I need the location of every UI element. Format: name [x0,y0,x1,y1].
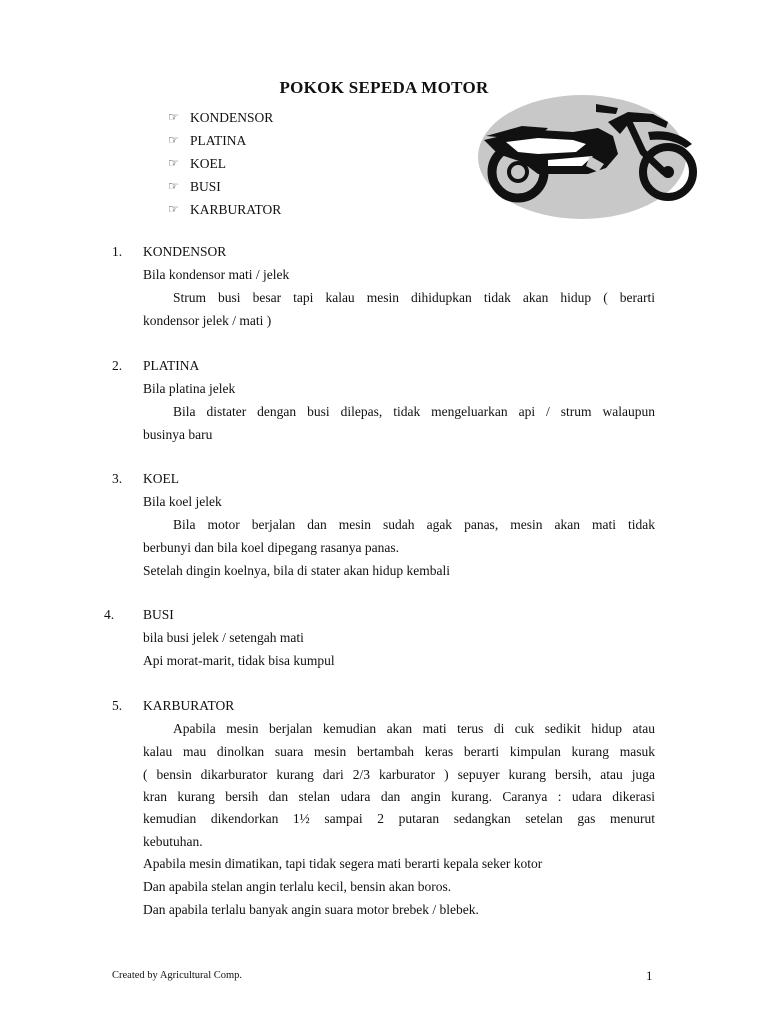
motorcycle-icon [478,92,714,222]
pointing-hand-icon: ☞ [168,179,179,193]
section-heading: KARBURATOR [143,698,235,713]
paragraph-line: Bila motor berjalan dan mesin sudah agak panas, mesin akan mati tidak [173,517,655,532]
paragraph-line: Bila kondensor mati / jelek [143,267,290,282]
paragraph-line: kondensor jelek / mati ) [143,313,272,328]
section-heading: KONDENSOR [143,244,227,259]
paragraph-line: Bila distater dengan busi dilepas, tidak mengeluarkan api / strum walaupun [173,404,655,419]
pointing-hand-icon: ☞ [168,156,179,170]
section-number: 1. [112,244,123,259]
paragraph-line: Bila platina jelek [143,381,236,396]
paragraph-line: kemudian dikendorkan 1½ sampai 2 putaran sedangkan setelan gas menurut [143,811,655,826]
section-heading: PLATINA [143,358,200,373]
topic-list [168,106,281,221]
paragraph-line: ( bensin dikarburator kurang dari 2/3 karburator ) sepuyer kurang bersih, atau juga [143,767,655,782]
section-number: 3. [112,471,123,486]
topic-item: ☞ KOEL [168,152,281,175]
paragraph-line: Dan apabila terlalu banyak angin suara motor brebek / blebek. [143,902,479,917]
paragraph-line: Dan apabila stelan angin terlalu kecil, bensin akan boros. [143,879,452,894]
paragraph-line: businya baru [143,427,213,442]
paragraph-line: Apabila mesin dimatikan, tapi tidak segera mati berarti kepala seker kotor [143,856,543,871]
section-heading: KOEL [143,471,179,486]
topic-item: ☞ KONDENSOR [168,106,281,129]
paragraph-line: kran kurang bersih dan stelan udara dan angin kurang. Caranya : udara dikerasi [143,789,655,804]
page-number: 1 [646,968,653,983]
section-number: 4. [104,607,115,622]
pointing-hand-icon: ☞ [168,133,179,147]
pointing-hand-icon: ☞ [168,110,179,124]
topic-item: ☞ BUSI [168,175,281,198]
pointing-hand-icon: ☞ [168,202,179,216]
paragraph-line: berbunyi dan bila koel dipegang rasanya panas. [143,540,400,555]
section-number: 5. [112,698,123,713]
paragraph-line: Apabila mesin berjalan kemudian akan mati terus di cuk sedikit hidup atau [173,721,655,736]
paragraph-line: kebutuhan. [143,834,203,849]
page-title: POKOK SEPEDA MOTOR [279,78,489,97]
paragraph-line: Setelah dingin koelnya, bila di stater akan hidup kembali [143,563,451,578]
section-heading: BUSI [143,607,174,622]
section-number: 2. [112,358,123,373]
paragraph-line: Strum busi besar tapi kalau mesin dihidupkan tidak akan hidup ( berarti [173,290,655,305]
topic-item: ☞ KARBURATOR [168,198,281,221]
paragraph-line: Bila koel jelek [143,494,222,509]
paragraph-line: Api morat-marit, tidak bisa kumpul [143,653,335,668]
paragraph-line: bila busi jelek / setengah mati [143,630,304,645]
topic-item: ☞ PLATINA [168,129,281,152]
paragraph-line: kalau mau dinolkan suara mesin bertambah keras berarti kimpulan kurang masuk [143,744,655,759]
footer-credit: Created by Agricultural Comp. [112,970,243,981]
